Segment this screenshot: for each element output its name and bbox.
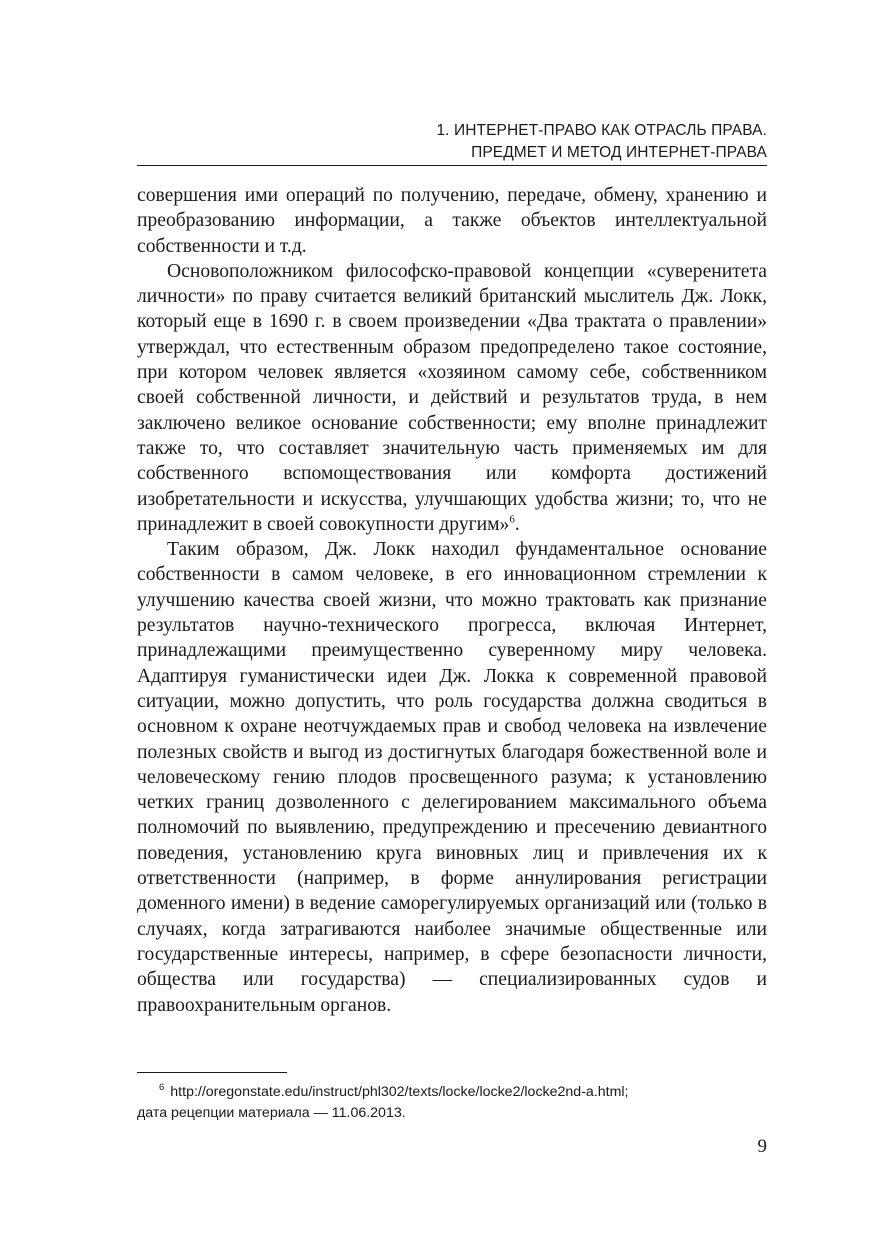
paragraph-1: совершения ими операций по получению, передаче, обмену, хранению и преобразованию информации, а также объектов интеллектуальной собственности и т.д. — [137, 185, 767, 257]
paragraph-2 — [137, 259, 767, 537]
paragraph-3: Таким образом, Дж. Локк находил фундаментальное основание собственности в самом человеке, в его инновационном стремлении к улучшению качества своей жизни, что можно трактовать как признание результатов научно-технического прогресса, включая Интернет, принадлежащими преимущественно суверенному миру человека. Адаптируя гуманистически идеи Дж. Локка к современной правовой ситуации, можно допустить, что роль государства должна сводиться в основном к охране неотчуждаемых прав и свобод человека на извлечение полезных свойств и выгод из достигнутых благодаря божественной воле и человеческому гению плодов просвещенного разума; к установлению четких границ дозволенного с делегированием максимального объема полномочий по выявлению, предупреждению и пресечению девиантного поведения, установлению круга виновных лиц и привлечения их к ответственности (например, в форме аннулирования регистрации доменного имени) в ведение саморегулируемых организаций или (только в случаях, когда затрагиваются наиболее значимые общественные или государственные интересы, например, в сфере безопасности личности, общества или государства) — специализированных судов и правоохранительным органов. — [137, 539, 767, 1016]
running-head — [137, 120, 767, 164]
page-number: 9 — [757, 1136, 767, 1157]
running-head-line-2: ПРЕДМЕТ И МЕТОД ИНТЕРНЕТ-ПРАВА — [471, 144, 767, 161]
paragraph-2-text: Основоположником философско-правовой концепции «суверенитета личности» по праву считается великий британский мыслитель Дж. Локк, который еще в 1690 г. в своем произведении «Два трактата о правлении» утверждал, что естественным образом предопределено такое состояние, при котором человек является «хозяином самому себе, собственником своей собственной личности, и действий и результатов труда, в нем заключено великое основание собственности; ему вполне принадлежит также то, что составляет значительную часть применяемых им для собственного вспомоществования или комфорта достижений изобретательности и искусства, улучшающих удобства жизни; то, что не принадлежит в своей совокупности другим» — [137, 260, 767, 535]
main-text — [137, 183, 767, 1018]
footnote-separator — [137, 1072, 287, 1073]
footnote-line-2: дата рецепции материала — 11.06.2013. — [137, 1105, 406, 1121]
header-rule — [137, 165, 767, 166]
footnote — [137, 1082, 769, 1124]
running-head-line-1: 1. ИНТЕРНЕТ-ПРАВО КАК ОТРАСЛЬ ПРАВА. — [436, 122, 767, 139]
footnote-reference[interactable]: 6 — [509, 513, 515, 526]
footnote-url[interactable]: http://oregonstate.edu/instruct/phl302/texts/locke/locke2/locke2nd-a.html; — [170, 1084, 629, 1100]
paragraph-2-end: . — [514, 513, 520, 535]
footnote-line-1 — [137, 1082, 769, 1103]
footnote-number: 6 — [159, 1082, 165, 1094]
